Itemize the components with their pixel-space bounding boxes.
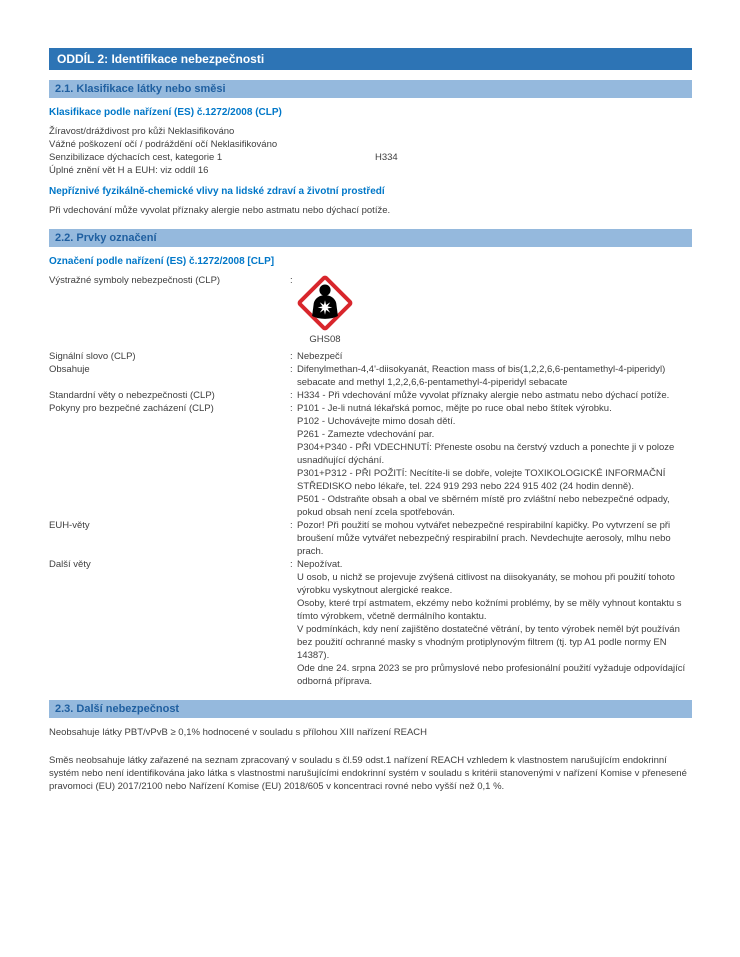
- section-2-header: ODDÍL 2: Identifikace nebezpečnosti: [49, 48, 692, 70]
- row-label: Pokyny pro bezpečné zacházení (CLP): [49, 403, 214, 414]
- row-label: Výstražné symboly nebezpečnosti (CLP): [49, 275, 221, 286]
- other-statements-row: [49, 558, 692, 688]
- colon-separator: [290, 274, 297, 287]
- euh-statement-line: Pozor! Při použití se mohou vytvářet nebezpečné respirabilní kapičky. Po vytvrzení se při broušení může vytvářet nebezpečný respirabilní prach. Nevdechujte aerosoly, mlhu nebo prach.: [297, 520, 671, 557]
- pictogram-caption: GHS08: [309, 334, 341, 345]
- classification-text: Žíravost/dráždivost pro kůži Neklasifikováno: [49, 126, 235, 137]
- classification-row: [49, 164, 692, 177]
- row-label: Standardní věty o nebezpečnosti (CLP): [49, 390, 215, 401]
- row-label: EUH-věty: [49, 520, 90, 531]
- other-statement-line: Osoby, které trpí astmatem, ekzémy nebo kožními problémy, by se měly vyhnout kontaktu s tímto výrobkem, včetně dermálního kontaktu.: [297, 598, 682, 622]
- contains-value: Difenylmethan-4,4'-diisokyanát, Reaction mass of bis(1,2,2,6,6-pentamethyl-4-piperidyl) sebacate and methyl 1,2,2,6,6-pentamethyl-4-piperidyl sebacate: [297, 364, 666, 388]
- precautionary-statements-row: [49, 402, 692, 519]
- colon-separator: [290, 402, 297, 415]
- precautionary-statement-line: P301+P312 - PŘI POŽITÍ: Necítíte-li se dobře, volejte TOXIKOLOGICKÉ INFORMAČNÍ STŘEDISKO nebo lékaře, tel. 224 919 293 nebo 224 915 402 (24 hodin denně).: [297, 468, 666, 492]
- classification-hcode: [375, 138, 692, 151]
- labelling-heading: Označení podle nařízení (ES) č.1272/2008 [CLP]: [49, 256, 275, 267]
- colon-separator: [290, 558, 297, 571]
- row-label: Signální slovo (CLP): [49, 351, 136, 362]
- other-statement-line: Ode dne 24. srpna 2023 se pro průmyslové nebo profesionální použití vyžaduje odpovídající odborná příprava.: [297, 663, 686, 687]
- precautionary-statement-line: P101 - Je-li nutná lékařská pomoc, mějte po ruce obal nebo štítek výrobku.: [297, 403, 612, 414]
- row-label: Další věty: [49, 559, 91, 570]
- classification-hcode: [375, 125, 692, 138]
- signal-word-value: Nebezpečí: [297, 351, 343, 362]
- ghs08-health-hazard-icon: [297, 275, 353, 331]
- colon-separator: [290, 519, 297, 532]
- row-label: Obsahuje: [49, 364, 90, 375]
- signal-word-row: [49, 350, 692, 363]
- classification-text: Úplné znění vět H a EUH: viz oddíl 16: [49, 165, 209, 176]
- subsection-2-3-header: 2.3. Další nebezpečnost: [49, 700, 692, 718]
- classification-list: [49, 125, 692, 177]
- hazard-pictogram-value: [297, 274, 692, 350]
- classification-text: Senzibilizace dýchacích cest, kategorie 1: [49, 152, 223, 163]
- contains-row: [49, 363, 692, 389]
- endocrine-statement: Směs neobsahuje látky zařazené na seznam zpracovaný v souladu s čl.59 odst.1 nařízení REACH vzhledem k vlastnostem narušujícím endokrinní systém nebo není identifikována jako látka s vlastnostmi narušujícími endokrinní systém v souladu s kritérii stanovenými v nařízení Komise v přenesené pravomoci (EU) 2017/2100 nebo Nařízení Komise (EU) 2018/605 v koncentraci rovné nebo vyšší než 0,1 %.: [49, 755, 687, 792]
- adverse-effects-heading: Nepříznivé fyzikálně-chemické vlivy na lidské zdraví a životní prostředí: [49, 186, 385, 197]
- colon-separator: [290, 363, 297, 376]
- precautionary-statements-value: [297, 402, 692, 519]
- subsection-2-1-header: 2.1. Klasifikace látky nebo směsi: [49, 80, 692, 98]
- hazard-statements-value: H334 - Při vdechování může vyvolat příznaky alergie nebo astmatu nebo dýchací potíže.: [297, 390, 670, 401]
- classification-heading: Klasifikace podle nařízení (ES) č.1272/2008 (CLP): [49, 107, 282, 118]
- pbt-statement: Neobsahuje látky PBT/vPvB ≥ 0,1% hodnocené v souladu s přílohou XIII nařízení REACH: [49, 727, 428, 738]
- classification-row: [49, 138, 692, 151]
- hazard-pictograms-row: [49, 274, 692, 350]
- other-statements-value: [297, 558, 692, 688]
- colon-separator: [290, 389, 297, 402]
- classification-hcode: [375, 164, 692, 177]
- blank-line: [49, 741, 692, 754]
- classification-row: [49, 125, 692, 138]
- classification-row: [49, 151, 692, 164]
- adverse-effects-text: Při vdechování může vyvolat příznaky alergie nebo astmatu nebo dýchací potíže.: [49, 205, 391, 216]
- other-statement-line: V podmínkách, kdy není zajištěno dostatečné větrání, by tento výrobek neměl být používán bez použití ochranné masky s vhodným protiplynovým filtrem (tj. typ A1 podle normy EN 14387).: [297, 624, 680, 661]
- precautionary-statement-line: P304+P340 - PŘI VDECHNUTÍ: Přeneste osobu na čerstvý vzduch a ponechte ji v poloze usnadňující dýchání.: [297, 442, 675, 466]
- precautionary-statement-line: P501 - Odstraňte obsah a obal ve sběrném místě pro zvláštní nebo nebezpečné odpady, pokud obsah není zcela spotřebován.: [297, 494, 670, 518]
- classification-text: Vážné poškození očí / podráždění očí Neklasifikováno: [49, 139, 278, 150]
- classification-hcode: H334: [375, 152, 398, 163]
- euh-statements-row: [49, 519, 692, 558]
- other-statement-line: U osob, u nichž se projevuje zvýšená citlivost na diisokyanáty, se mohou při použití tohoto výrobku vyskytnout alergické reakce.: [297, 572, 675, 596]
- colon-separator: [290, 350, 297, 363]
- euh-statements-value: [297, 519, 692, 558]
- precautionary-statement-line: P261 - Zamezte vdechování par.: [297, 429, 435, 440]
- ghs08-pictogram: [297, 275, 353, 346]
- sds-section-2-content: [49, 48, 692, 795]
- other-statement-line: Nepožívat.: [297, 559, 343, 570]
- precautionary-statement-line: P102 - Uchovávejte mimo dosah dětí.: [297, 416, 456, 427]
- hazard-statements-row: [49, 389, 692, 402]
- subsection-2-2-header: 2.2. Prvky označení: [49, 229, 692, 247]
